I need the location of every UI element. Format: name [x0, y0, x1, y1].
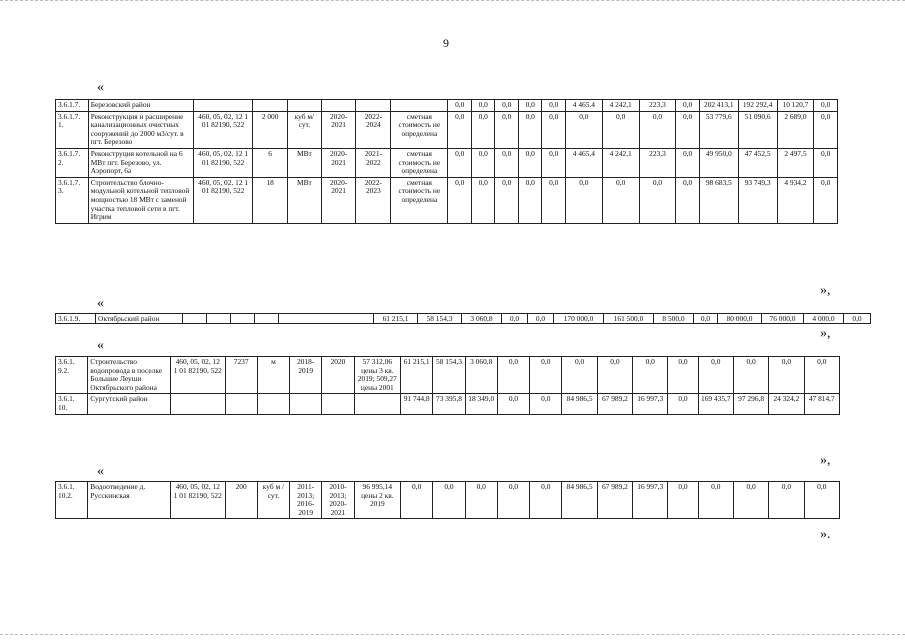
table-cell: 0,0 [565, 111, 602, 148]
table-cell: 0,0 [733, 357, 768, 394]
table-cell: 93 749,3 [738, 177, 777, 223]
table-cell: 202 413,1 [699, 100, 738, 112]
table-cell: 80 000,0 [718, 314, 762, 324]
table-cell: 0,0 [769, 482, 804, 519]
table-cell: 18 349,0 [465, 394, 497, 414]
table-cell: 2020 [322, 357, 354, 394]
table-cell: 4 242,1 [602, 148, 639, 177]
table-cell: 460, 05, 02, 12 1 01 82190, 522 [171, 357, 225, 394]
table-cell: 57 312,06 цены 3 кв. 2019; 509,27 цены 2001 [354, 357, 400, 394]
table-cell [321, 100, 356, 112]
row-code-cell: 3.6.1.7. 2. [56, 148, 89, 177]
table-cell: 0,0 [814, 111, 838, 148]
table-cell: 49 950,0 [699, 148, 738, 177]
quote-close-3: », [820, 453, 831, 468]
table-cell: 7237 [225, 357, 257, 394]
table-cell: 2022-2023 [356, 177, 391, 223]
page-number: 9 [443, 36, 449, 50]
table-cell [322, 394, 354, 414]
row-code-cell: 3.6.1. 10. [56, 394, 88, 414]
table-cell: 58 154,3 [418, 314, 462, 324]
quote-open-1: « [97, 80, 104, 95]
table-cell: 0,0 [530, 394, 562, 414]
table-cell: 0,0 [495, 111, 519, 148]
table-cell: 0,0 [471, 148, 495, 177]
quote-open-2: « [97, 296, 104, 311]
table-cell: 0,0 [530, 357, 562, 394]
table-cell: 0,0 [448, 148, 472, 177]
table-cell: 0,0 [495, 177, 519, 223]
table-berezovsky [55, 99, 838, 224]
table-cell: 16 997,3 [633, 482, 668, 519]
table-cell: 0,0 [597, 357, 632, 394]
table-cell: 91 744,8 [401, 394, 433, 414]
table-cell [356, 100, 391, 112]
table-cell: 0,0 [448, 100, 472, 112]
table-cell [193, 100, 252, 112]
table-cell: 0,0 [448, 177, 472, 223]
table-cell: 0,0 [844, 314, 871, 324]
table-cell: сметная стоимость не определена [391, 111, 448, 148]
quote-open-3: « [97, 338, 104, 353]
table-cell: 0,0 [518, 100, 542, 112]
table-cell: 0,0 [471, 100, 495, 112]
table-cell: 0,0 [401, 482, 433, 519]
table-row [56, 177, 838, 223]
table-cell: 0,0 [433, 482, 465, 519]
table-cell: 223,3 [639, 148, 676, 177]
table-cell: 47 814,7 [804, 394, 839, 414]
quote-close-1: », [820, 283, 831, 298]
table-cell: 4 242,1 [602, 100, 639, 112]
table-cell: 98 683,5 [699, 177, 738, 223]
row-code-cell: 3.6.1.9. [56, 314, 96, 324]
table-cell: 4 465,4 [565, 148, 602, 177]
row-code-cell: 3.6.1. 9.2. [56, 357, 88, 394]
table-cell: 2020-2021 [321, 177, 356, 223]
table-cell: 0,0 [698, 357, 733, 394]
table-cell: 0,0 [471, 111, 495, 148]
row-name-cell: Реконструция котельной на 6 МВт пгт. Березово, ул. Аэропорт, 6а [88, 148, 193, 177]
table-cell: 96 995,14 цены 2 кв. 2019 [354, 482, 400, 519]
table-cell: 18 [253, 177, 288, 223]
table-cell: 169 435,7 [698, 394, 733, 414]
table-cell: 0,0 [804, 357, 839, 394]
table-cell: 47 452,5 [738, 148, 777, 177]
row-code-cell: 3.6.1.7. 3. [56, 177, 89, 223]
row-code-cell: 3.6.1.7. [56, 100, 89, 112]
row-name-cell: Березовский район [88, 100, 193, 112]
table-cell [354, 394, 400, 414]
table-cell [391, 100, 448, 112]
table-cell [290, 394, 322, 414]
table-cell: 0,0 [448, 111, 472, 148]
table-cell: 0,0 [497, 482, 529, 519]
table-cell: 0,0 [814, 148, 838, 177]
table-cell: 0,0 [633, 357, 668, 394]
table-cell: 2022-2024 [356, 111, 391, 148]
table-cell [231, 314, 255, 324]
quote-close-2: », [820, 326, 831, 341]
table-cell: м [257, 357, 289, 394]
table-cell: 0,0 [814, 177, 838, 223]
table-cell: 0,0 [497, 357, 529, 394]
table-cell [279, 314, 374, 324]
table-cell: 53 779,6 [699, 111, 738, 148]
table-cell: 0,0 [471, 177, 495, 223]
table-cell: 0,0 [518, 148, 542, 177]
table-cell: МВт [288, 148, 322, 177]
table-cell: 0,0 [668, 482, 698, 519]
table-cell: 0,0 [495, 148, 519, 177]
table-row [56, 100, 838, 112]
table-cell: 460, 05, 02, 12 1 01 82190, 522 [193, 148, 252, 177]
table-cell: 2 689,0 [777, 111, 814, 148]
table-cell: 97 296,8 [733, 394, 768, 414]
table-cell: 223,3 [639, 100, 676, 112]
table-cell: 2 497,5 [777, 148, 814, 177]
row-name-cell: Сургутский район [88, 394, 171, 414]
table-cell: 0,0 [562, 357, 597, 394]
table-cell: 0,0 [542, 177, 566, 223]
table-cell: 460, 05, 02, 12 1 01 82190, 522 [171, 482, 225, 519]
table-cell: 3 060,8 [462, 314, 502, 324]
table-cell: 0,0 [676, 111, 700, 148]
table-cell: 0,0 [542, 100, 566, 112]
table-cell: 0,0 [639, 177, 676, 223]
table-row [56, 314, 871, 324]
row-name-cell: Октябрьский район [96, 314, 183, 324]
table-cell [207, 314, 231, 324]
table-cell: куб м / сут. [257, 482, 289, 519]
table-cell: сметная стоимость не определена [391, 148, 448, 177]
table-cell [183, 314, 207, 324]
table-cell: 460, 05, 02, 12 1 01 82190, 522 [193, 111, 252, 148]
table-cell [253, 100, 288, 112]
table-cell: 161 500,0 [604, 314, 654, 324]
row-name-cell: Строительство водопровода в поселке Большие Леуши Октябрьского района [88, 357, 171, 394]
table-cell: 0,0 [530, 482, 562, 519]
table-cell: 6 [253, 148, 288, 177]
scan-bottom-edge [0, 634, 905, 638]
row-code-cell: 3.6.1. 10.2. [56, 482, 88, 519]
table-cell: 24 324,2 [769, 394, 804, 414]
table-water-pipe [55, 356, 840, 415]
table-cell: 0,0 [733, 482, 768, 519]
table-cell: 0,0 [814, 100, 838, 112]
table-cell: 10 120,7 [777, 100, 814, 112]
table-cell: 0,0 [528, 314, 554, 324]
table-cell: 4 465,4 [565, 100, 602, 112]
table-cell: 0,0 [676, 100, 700, 112]
table-row [56, 357, 840, 394]
table-cell: 61 215,1 [374, 314, 418, 324]
table-cell [255, 314, 279, 324]
table-cell: 0,0 [694, 314, 718, 324]
table-cell: 2020-2021 [321, 148, 356, 177]
table-cell: 0,0 [804, 482, 839, 519]
table-cell: 460, 05, 02, 12 1 01 82190, 522 [193, 177, 252, 223]
table-cell: 67 989,2 [597, 482, 632, 519]
table-cell: 16 997,3 [633, 394, 668, 414]
scan-top-edge [0, 0, 905, 4]
table-cell: 67 989,2 [597, 394, 632, 414]
table-cell: куб м/ сут. [288, 111, 322, 148]
table-row [56, 148, 838, 177]
row-name-cell: Водоотведение д. Русскинская [88, 482, 171, 519]
table-cell [288, 100, 322, 112]
table-cell: 3 060,8 [465, 357, 497, 394]
table-cell: 0,0 [502, 314, 528, 324]
table-cell: 51 090,6 [738, 111, 777, 148]
table-cell: 76 000,0 [762, 314, 804, 324]
table-cell: 2 000 [253, 111, 288, 148]
table-cell: 0,0 [769, 357, 804, 394]
quote-open-4: « [97, 464, 104, 479]
table-cell: 0,0 [668, 357, 698, 394]
table-cell: 58 154,3 [433, 357, 465, 394]
row-name-cell: Реконструкция и расширение канализационных очистных сооружений до 2000 м3/сут. в пгт. Березово [88, 111, 193, 148]
row-name-cell: Строительство блочно-модульной котельной тепловой мощностью 18 МВт с заменой участка тепловой сети в пгт. Игрим [88, 177, 193, 223]
table-cell: 4 934,2 [777, 177, 814, 223]
table-cell: 0,0 [542, 111, 566, 148]
table-cell: 2018-2019 [290, 357, 322, 394]
table-cell: 2020-2021 [321, 111, 356, 148]
table-cell [257, 394, 289, 414]
table-cell: 0,0 [676, 177, 700, 223]
row-code-cell: 3.6.1.7. 1. [56, 111, 89, 148]
table-cell: 0,0 [698, 482, 733, 519]
table-cell: 0,0 [676, 148, 700, 177]
table-cell: МВт [288, 177, 322, 223]
table-cell: 2011-2013; 2016-2019 [290, 482, 322, 519]
table-cell [171, 394, 225, 414]
table-cell: 0,0 [518, 177, 542, 223]
table-cell: 170 000,0 [554, 314, 604, 324]
table-cell: 0,0 [518, 111, 542, 148]
table-cell: 0,0 [602, 177, 639, 223]
quote-close-4: ». [820, 527, 831, 542]
table-cell: 0,0 [542, 148, 566, 177]
table-cell: 84 986,5 [562, 394, 597, 414]
table-cell: 0,0 [497, 394, 529, 414]
table-sewerage [55, 481, 840, 519]
table-cell: сметная стоимость не определена [391, 177, 448, 223]
table-cell: 192 292,4 [738, 100, 777, 112]
table-cell: 2021-2022 [356, 148, 391, 177]
table-cell: 200 [225, 482, 257, 519]
table-cell: 4 000,0 [804, 314, 844, 324]
table-cell: 0,0 [465, 482, 497, 519]
table-row [56, 482, 840, 519]
table-cell: 0,0 [639, 111, 676, 148]
table-cell: 84 986,5 [562, 482, 597, 519]
table-cell: 0,0 [668, 394, 698, 414]
table-row [56, 394, 840, 414]
table-cell: 0,0 [602, 111, 639, 148]
table-oktyabrsky [55, 313, 871, 324]
table-cell [225, 394, 257, 414]
table-cell: 61 215,1 [401, 357, 433, 394]
table-cell: 2010-2013; 2020-2021 [322, 482, 354, 519]
table-cell: 0,0 [565, 177, 602, 223]
table-cell: 0,0 [495, 100, 519, 112]
table-cell: 8 500,0 [654, 314, 694, 324]
table-row [56, 111, 838, 148]
table-cell: 73 395,8 [433, 394, 465, 414]
